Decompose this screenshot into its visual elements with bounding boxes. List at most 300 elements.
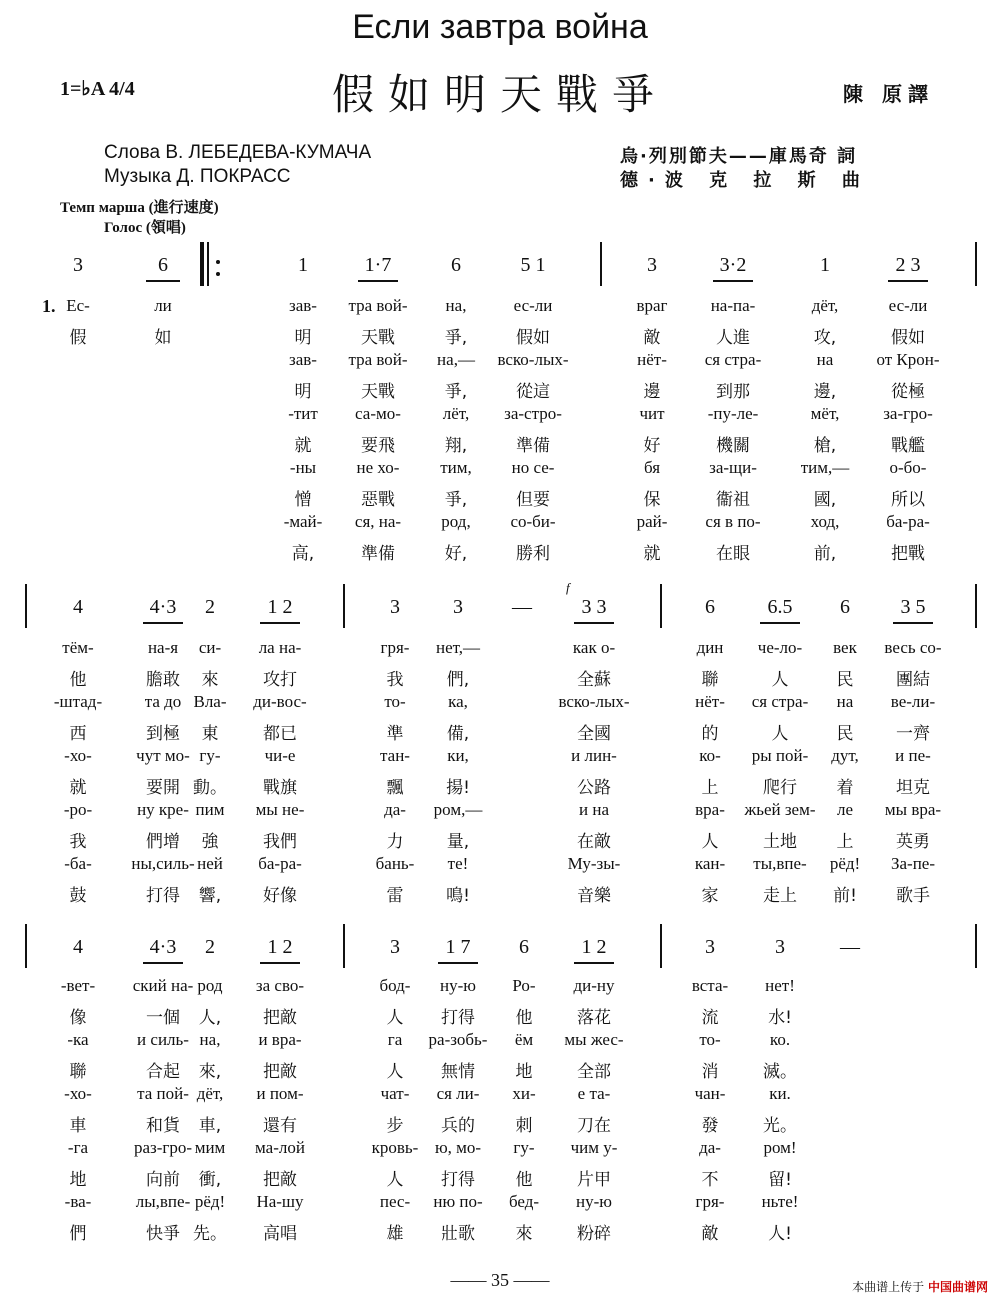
eighth-beam: [760, 622, 800, 624]
note: 3: [390, 936, 400, 958]
music-credit-ru: Музыка Д. ПОКРАСС: [104, 166, 291, 187]
lyric-russian: бод-: [379, 976, 411, 995]
lyric-chinese: 槍,: [813, 436, 837, 456]
verse-number: 1.: [42, 296, 56, 316]
lyric-russian: -ва-: [64, 1192, 92, 1211]
note: 3: [775, 936, 785, 958]
lyric-russian: ну-ю: [576, 1192, 612, 1211]
lyric-russian: ба-ра-: [886, 512, 930, 531]
eighth-beam: [713, 280, 753, 282]
lyric-russian: ся стра-: [704, 350, 762, 369]
note: 3: [453, 596, 463, 618]
lyric-chinese: 準備: [516, 436, 550, 456]
lyric-russian: и пе-: [895, 746, 931, 765]
lyric-chinese: 爭,: [444, 382, 468, 402]
lyric-russian: и вра-: [258, 1030, 302, 1049]
barline: [25, 924, 27, 968]
lyric-chinese: 動。: [193, 778, 227, 798]
lyric-russian: да-: [699, 1138, 721, 1157]
lyric-chinese: 和貨: [146, 1116, 180, 1136]
lyric-russian: мёт,: [810, 404, 840, 423]
lyric-chinese: 力: [386, 832, 404, 852]
lyric-russian: Ро-: [512, 976, 536, 995]
lyric-russian: гря-: [380, 638, 410, 657]
lyric-russian: чим у-: [570, 1138, 618, 1157]
lyric-chinese: 們,: [446, 670, 470, 690]
lyric-russian: та до: [144, 692, 182, 711]
lyric-chinese: 憎: [294, 490, 312, 510]
words-credit-ru: Слова В. ЛЕБЕДЕВА-КУМАЧА: [104, 142, 372, 163]
lyric-russian: кровь-: [371, 1138, 419, 1157]
note: 1·7: [364, 254, 392, 276]
lyric-chinese: 地: [515, 1062, 533, 1082]
lyric-chinese: 從這: [516, 382, 550, 402]
lyric-russian: тём-: [62, 638, 94, 657]
note: 4: [73, 936, 83, 958]
lyric-chinese: 攻打: [263, 670, 297, 690]
lyric-chinese: 人: [771, 724, 789, 744]
lyric-russian: ли: [154, 296, 172, 315]
lyric-chinese: 到那: [716, 382, 750, 402]
note: —: [840, 936, 860, 958]
lyric-russian: и силь-: [137, 1030, 189, 1049]
note: 3: [647, 254, 657, 276]
note: 1 7: [445, 936, 471, 958]
note: 4: [73, 596, 83, 618]
lyric-chinese: 他: [515, 1170, 533, 1190]
note: 1 2: [267, 936, 293, 958]
lyric-chinese: 到極: [146, 724, 180, 744]
lyric-chinese: 着: [836, 778, 854, 798]
lyric-russian: гу-: [513, 1138, 535, 1157]
lyric-chinese: 還有: [263, 1116, 297, 1136]
lyric-russian: га: [387, 1030, 403, 1049]
lyric-russian: чан-: [694, 1084, 726, 1103]
lyric-russian: пес-: [379, 1192, 411, 1211]
lyric-chinese: 膽敢: [146, 670, 180, 690]
lyric-russian: на,—: [437, 350, 475, 369]
key-signature: 1=♭A 4/4: [60, 78, 135, 100]
lyric-chinese: 爭,: [444, 490, 468, 510]
lyric-russian: ней: [197, 854, 223, 873]
lyric-chinese: 不: [701, 1170, 719, 1190]
lyric-chinese: 要開: [146, 778, 180, 798]
lyric-russian: са-мо-: [355, 404, 401, 423]
lyric-russian: зав-: [289, 350, 317, 369]
lyric-chinese: 敵: [643, 328, 661, 348]
lyric-chinese: 量,: [446, 832, 470, 852]
lyric-russian: -хо-: [64, 1084, 92, 1103]
lyric-russian: на: [836, 692, 854, 711]
lyric-chinese: 歌手: [896, 886, 930, 906]
lyric-chinese: 假如: [516, 328, 550, 348]
eighth-beam: [146, 280, 180, 282]
lyric-russian: ром!: [763, 1138, 797, 1157]
lyric-chinese: 響,: [198, 886, 222, 906]
lyric-russian: век: [833, 638, 857, 657]
page-number: —— 35 ——: [450, 1270, 550, 1290]
lyric-chinese: 來: [515, 1224, 533, 1244]
eighth-beam: [358, 280, 398, 282]
lyric-russian: дин: [696, 638, 724, 657]
lyric-chinese: 我: [386, 670, 404, 690]
lyric-chinese: 天戰: [361, 382, 395, 402]
lyric-chinese: 落花: [577, 1008, 611, 1028]
note: 6: [158, 254, 168, 276]
lyric-chinese: 土地: [763, 832, 797, 852]
lyric-chinese: 們: [69, 1224, 87, 1244]
lyric-russian: ра-зобь-: [428, 1030, 488, 1049]
lyric-russian: но се-: [511, 458, 555, 477]
lyric-russian: та пой-: [137, 1084, 189, 1103]
note: —: [512, 596, 532, 618]
lyric-chinese: 就: [643, 544, 661, 564]
note: 6: [451, 254, 461, 276]
lyric-chinese: 先。: [193, 1224, 227, 1244]
lyric-russian: на-я: [147, 638, 179, 657]
repeat-dot: [216, 272, 220, 276]
lyric-chinese: 就: [294, 436, 312, 456]
lyric-chinese: 打得: [441, 1170, 475, 1190]
lyric-russian: дёт,: [811, 296, 839, 315]
lyric-chinese: 明: [294, 328, 312, 348]
lyric-russian: со-би-: [510, 512, 556, 531]
eighth-beam: [260, 622, 300, 624]
lyric-chinese: 前!: [833, 886, 857, 906]
lyric-chinese: 一齊: [896, 724, 930, 744]
lyric-russian: ки,: [447, 746, 469, 765]
lyric-chinese: 如: [154, 328, 172, 348]
lyric-russian: ве-ли-: [890, 692, 936, 711]
source-note: [852, 1278, 988, 1295]
lyric-russian: тим,: [440, 458, 472, 477]
lyric-russian: дёт,: [196, 1084, 224, 1103]
lyric-russian: -хо-: [64, 746, 92, 765]
lyric-russian: че-ло-: [757, 638, 803, 657]
lyric-chinese: 好,: [444, 544, 468, 564]
lyric-russian: -га: [67, 1138, 89, 1157]
lyric-chinese: 快爭: [146, 1224, 180, 1244]
lyric-chinese: 人,: [198, 1008, 222, 1028]
lyric-russian: о-бо-: [889, 458, 927, 477]
lyric-chinese: 準: [386, 724, 404, 744]
words-credit-zh: 烏·列別節夫——庫馬奇 詞: [620, 146, 858, 167]
lyric-chinese: 刺: [515, 1116, 533, 1136]
note: 3: [73, 254, 83, 276]
lyric-russian: ла на-: [258, 638, 302, 657]
lyric-russian: Му-зы-: [567, 854, 621, 873]
lyric-russian: ки.: [769, 1084, 791, 1103]
note: 1 2: [267, 596, 293, 618]
lyric-russian: -ро-: [63, 800, 93, 819]
lyric-chinese: 來,: [198, 1062, 222, 1082]
lyric-chinese: 強: [201, 832, 219, 852]
lyric-russian: нёт-: [637, 350, 667, 369]
lyric-chinese: 戰艦: [891, 436, 925, 456]
lyric-russian: ский на-: [132, 976, 194, 995]
lyric-chinese: 聯: [701, 670, 719, 690]
lyric-russian: чит: [639, 404, 665, 423]
lyric-chinese: 在敵: [577, 832, 611, 852]
lyric-russian: -тит: [288, 404, 318, 423]
lyric-russian: то-: [699, 1030, 721, 1049]
eighth-beam: [260, 962, 300, 964]
eighth-beam: [143, 622, 183, 624]
barline: [600, 242, 602, 286]
lyric-chinese: 留!: [768, 1170, 792, 1190]
lyric-russian: за-гро-: [883, 404, 933, 423]
lyric-russian: как о-: [572, 638, 616, 657]
lyric-chinese: 邊,: [813, 382, 837, 402]
lyric-chinese: 把敵: [263, 1170, 297, 1190]
lyric-russian: мы вра-: [884, 800, 942, 819]
lyric-chinese: 英勇: [896, 832, 930, 852]
lyric-russian: да-: [384, 800, 406, 819]
lyric-russian: вско-лых-: [497, 350, 569, 369]
lyric-chinese: 他: [69, 670, 87, 690]
lyric-russian: те!: [447, 854, 469, 873]
lyric-russian: ди-вос-: [253, 692, 307, 711]
lyric-chinese: 戰旗: [263, 778, 297, 798]
note: 6.5: [767, 596, 793, 618]
lyric-russian: ся ли-: [436, 1084, 480, 1103]
lyric-chinese: 好像: [263, 886, 297, 906]
lyric-russian: бед-: [508, 1192, 540, 1211]
lyric-chinese: 向前: [146, 1170, 180, 1190]
lyric-russian: ю, мо-: [434, 1138, 482, 1157]
lyric-russian: хи-: [512, 1084, 536, 1103]
lyric-russian: лы,впе-: [135, 1192, 191, 1211]
lyric-russian: нет,—: [435, 638, 481, 657]
lyric-chinese: 高,: [291, 544, 315, 564]
lyric-russian: чи-е: [264, 746, 296, 765]
lyric-chinese: 高唱: [263, 1224, 297, 1244]
eighth-beam: [438, 962, 478, 964]
lyric-russian: за-стро-: [504, 404, 562, 423]
lyric-russian: род,: [441, 512, 471, 531]
lyric-russian: и пом-: [256, 1084, 304, 1103]
note: 1: [298, 254, 308, 276]
tempo-marking: Темп марша (進行速度): [60, 200, 219, 216]
barline: [975, 584, 977, 628]
lyric-russian: на-па-: [710, 296, 756, 315]
barline: [200, 242, 204, 286]
lyric-chinese: 公路: [577, 778, 611, 798]
lyric-russian: ко.: [769, 1030, 791, 1049]
lyric-chinese: 一個: [146, 1008, 180, 1028]
voice-marking: Голос (領唱): [104, 220, 186, 236]
lyric-chinese: 我: [69, 832, 87, 852]
lyric-russian: ко-: [699, 746, 721, 765]
lyric-russian: гу-: [199, 746, 221, 765]
lyric-chinese: 好: [643, 436, 661, 456]
eighth-beam: [143, 962, 183, 964]
lyric-chinese: 車,: [198, 1116, 222, 1136]
lyric-russian: зав-: [289, 296, 317, 315]
eighth-beam: [574, 622, 614, 624]
note: 3: [705, 936, 715, 958]
repeat-dot: [216, 260, 220, 264]
lyric-chinese: 發: [701, 1116, 719, 1136]
lyric-russian: дут,: [831, 746, 859, 765]
barline: [975, 924, 977, 968]
lyric-russian: рёд!: [829, 854, 861, 873]
lyric-chinese: 西: [69, 724, 87, 744]
lyric-chinese: 流: [701, 1008, 719, 1028]
lyric-russian: -ба-: [64, 854, 92, 873]
lyric-russian: лёт,: [442, 404, 470, 423]
lyric-chinese: 水!: [768, 1008, 792, 1028]
lyric-russian: ньте!: [761, 1192, 799, 1211]
lyric-chinese: 人: [386, 1170, 404, 1190]
dynamic-forte-mark: f: [566, 580, 570, 595]
lyric-russian: на,: [445, 296, 467, 315]
lyric-russian: мы жес-: [564, 1030, 624, 1049]
lyric-russian: -вет-: [60, 976, 96, 995]
lyric-chinese: 無情: [441, 1062, 475, 1082]
lyric-chinese: 在眼: [716, 544, 750, 564]
lyric-chinese: 我們: [263, 832, 297, 852]
lyric-chinese: 惡戰: [361, 490, 395, 510]
lyric-chinese: 人: [386, 1062, 404, 1082]
lyric-russian: и лин-: [571, 746, 617, 765]
lyric-russian: -май-: [283, 512, 323, 531]
lyric-russian: кан-: [694, 854, 726, 873]
lyric-chinese: 保: [643, 490, 661, 510]
lyric-russian: за сво-: [255, 976, 305, 995]
note: 3 3: [581, 596, 607, 618]
lyric-chinese: 人: [386, 1008, 404, 1028]
lyric-chinese: 坦克: [896, 778, 930, 798]
lyric-chinese: 們增: [146, 832, 180, 852]
lyric-chinese: 就: [69, 778, 87, 798]
lyric-russian: чут мо-: [136, 746, 190, 765]
lyric-russian: нёт-: [695, 692, 725, 711]
lyric-russian: тим,—: [800, 458, 850, 477]
lyric-russian: раз-гро-: [133, 1138, 193, 1157]
lyric-russian: от Крон-: [876, 350, 940, 369]
lyric-russian: весь со-: [884, 638, 942, 657]
lyric-russian: на: [816, 350, 834, 369]
lyric-chinese: 爬行: [763, 778, 797, 798]
lyric-russian: ес-ли: [888, 296, 928, 315]
eighth-beam: [574, 962, 614, 964]
lyric-russian: гря-: [695, 1192, 725, 1211]
note: 6: [705, 596, 715, 618]
lyric-chinese: 明: [294, 382, 312, 402]
music-credit-zh: 德·波 克 拉 斯 曲: [620, 170, 870, 191]
lyric-russian: -ка: [67, 1030, 89, 1049]
lyric-russian: ём: [514, 1030, 534, 1049]
title-chinese: 假如明天戰爭: [331, 70, 668, 119]
lyric-chinese: 勝利: [516, 544, 550, 564]
lyric-chinese: 衞祖: [716, 490, 750, 510]
lyric-chinese: 步: [386, 1116, 404, 1136]
note: 6: [519, 936, 529, 958]
lyric-chinese: 片甲: [577, 1170, 611, 1190]
lyric-chinese: 地: [69, 1170, 87, 1190]
lyric-russian: ню по-: [433, 1192, 483, 1211]
lyric-russian: тра вой-: [348, 350, 408, 369]
lyric-russian: ди-ну: [573, 976, 615, 995]
lyric-chinese: 走上: [763, 886, 797, 906]
source-site: 中国曲谱网: [927, 1280, 988, 1294]
lyric-chinese: 上: [701, 778, 719, 798]
lyric-russian: ход,: [810, 512, 840, 531]
lyric-russian: тан-: [380, 746, 410, 765]
lyric-russian: ся, на-: [354, 512, 402, 531]
note: 3: [390, 596, 400, 618]
lyric-chinese: 滅。: [763, 1062, 797, 1082]
lyric-chinese: 兵的: [441, 1116, 475, 1136]
lyric-russian: За-пе-: [890, 854, 936, 873]
lyric-russian: рай-: [636, 512, 668, 531]
note: 3 5: [900, 596, 926, 618]
lyric-chinese: 衝,: [198, 1170, 222, 1190]
note: 6: [840, 596, 850, 618]
lyric-chinese: 備,: [446, 724, 470, 744]
lyric-russian: тра вой-: [348, 296, 408, 315]
lyric-russian: вра-: [695, 800, 725, 819]
lyric-chinese: 翔,: [444, 436, 468, 456]
lyric-russian: ес-ли: [513, 296, 553, 315]
lyric-chinese: 全國: [577, 724, 611, 744]
lyric-chinese: 上: [836, 832, 854, 852]
lyric-chinese: 壯歌: [441, 1224, 475, 1244]
barline: [660, 924, 662, 968]
lyric-russian: ся стра-: [751, 692, 809, 711]
lyric-russian: вско-лых-: [558, 692, 630, 711]
lyric-russian: за-щи-: [709, 458, 757, 477]
lyric-chinese: 所以: [891, 490, 925, 510]
lyric-chinese: 來: [201, 670, 219, 690]
lyric-chinese: 團結: [896, 670, 930, 690]
lyric-chinese: 都已: [263, 724, 297, 744]
lyric-chinese: 光。: [763, 1116, 797, 1136]
note: 2: [205, 596, 215, 618]
lyric-russian: вста-: [691, 976, 729, 995]
lyric-chinese: 把戰: [891, 544, 925, 564]
lyric-chinese: 打得: [441, 1008, 475, 1028]
lyric-chinese: 人: [771, 670, 789, 690]
lyric-chinese: 敵: [701, 1224, 719, 1244]
lyric-russian: -пу-ле-: [707, 404, 759, 423]
lyric-chinese: 鼓: [69, 886, 87, 906]
lyric-chinese: 要飛: [361, 436, 395, 456]
lyric-russian: не хо-: [356, 458, 400, 477]
lyric-russian: На-шу: [256, 1192, 304, 1211]
lyric-chinese: 粉碎: [577, 1224, 611, 1244]
lyric-chinese: 雷: [386, 886, 404, 906]
lyric-chinese: 刀在: [577, 1116, 611, 1136]
lyric-chinese: 把敵: [263, 1008, 297, 1028]
lyric-chinese: 車: [69, 1116, 87, 1136]
lyric-russian: ры пой-: [751, 746, 809, 765]
source-note-text: 本曲谱上传于: [852, 1280, 925, 1294]
lyric-chinese: 雄: [386, 1224, 404, 1244]
note: 4·3: [149, 936, 177, 958]
lyric-russian: ром,—: [433, 800, 483, 819]
lyric-chinese: 他: [515, 1008, 533, 1028]
lyric-chinese: 飄: [386, 778, 404, 798]
lyric-chinese: 音樂: [577, 886, 611, 906]
lyric-russian: -штад-: [53, 692, 103, 711]
lyric-chinese: 準備: [361, 544, 395, 564]
lyric-russian: бань-: [375, 854, 415, 873]
note: 1: [820, 254, 830, 276]
lyric-chinese: 人進: [716, 328, 750, 348]
lyric-chinese: 國,: [813, 490, 837, 510]
